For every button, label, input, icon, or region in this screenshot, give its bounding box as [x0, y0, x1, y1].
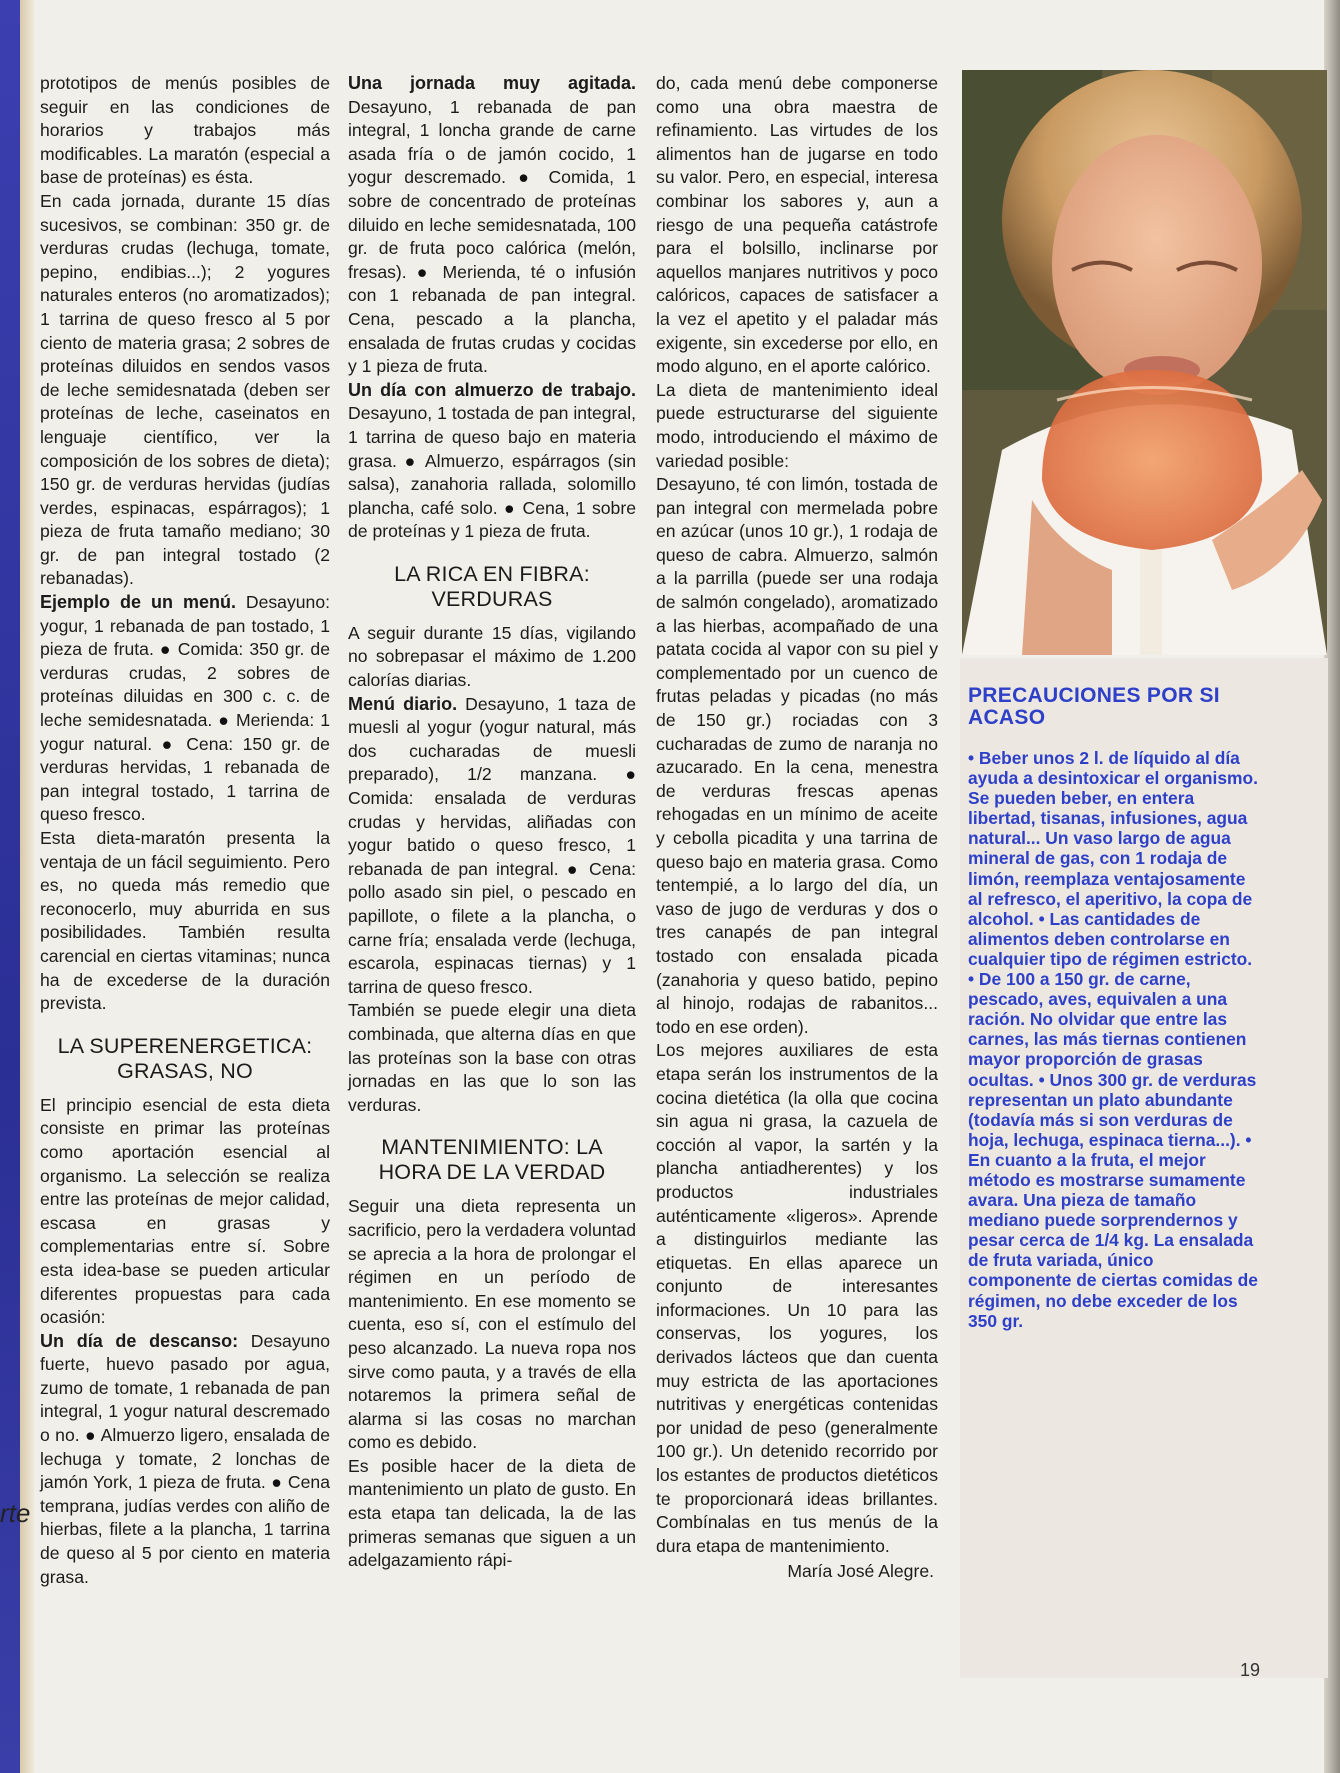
section-heading: LA RICA EN FIBRA: VERDURAS — [394, 561, 590, 611]
photo-illustration — [962, 70, 1327, 655]
bullet-icon: ● — [271, 1472, 283, 1493]
page-number: 19 — [1240, 1660, 1261, 1680]
column-3 — [656, 72, 938, 1584]
paragraph: Los mejores auxiliares de esta etapa serán los instrumentos de la cocina dietética (la olla que cocina sin agua ni grasa, la cazuela de cocción al vapor, la sartén y la plancha antiadherentes) y los productos industriales auténticamente «ligeros». Aprende a distinguirlos mediante las etiquetas. En ellas aparece un conjunto de interesantes informaciones. Un 10 para las conservas, los yogures, los derivados lácteos que dan cuenta muy estricta de las aportaciones nutritivas y energéticas contenidas por unidad de peso (generalmente 100 gr.). Un detenido recorrido por los estantes de productos dietéticos te proporcionará ideas brillantes. Combínalas en tus menús de la dura etapa de mantenimiento. — [656, 1040, 938, 1556]
paragraph: Menú diario. Desayuno, 1 taza de muesli al yogur (yogur natural, más dos cucharadas de muesli preparado), 1/2 manzana. ● Comida: ensalada de verduras crudas y hervidas, aliñadas con yogur batido o queso fresco, 1 rebanada de pan integral. ● Cena: pollo asado sin piel, o pescado en papillote, o filete a la plancha, o carne fría; ensalada verde (lechuga, escarola, espinacas tiernas) y 1 tarrina de queso fresco. — [348, 693, 636, 997]
column-2 — [348, 72, 636, 1573]
section-heading: LA SUPERENERGETICA: GRASAS, NO — [57, 1033, 313, 1083]
bullet-icon: ● — [159, 639, 172, 660]
paragraph: do, cada menú debe componerse como una obra maestra de refinamiento. Las virtudes de los alimentos han de jugarse en todo su valor. Pero, en especial, interesa combinar los sabores y, aun a riesgo de una pequeña catástrofe para el bolsillo, inclinarse por aquellos manjares nutritivos y poco calóricos, capaces de satisfacer a la vez el apetito y el paladar más exigente, sin excederse por ello, en modo alguno, en el aporte calórico. — [656, 73, 938, 377]
adjacent-page-fragment: rte — [0, 1498, 31, 1528]
bullet-icon: ● — [161, 733, 177, 754]
paragraph: Desayuno, té con limón, tostada de pan integral con mermelada pobre en azúcar (unos 10 gr.), 1 rodaja de queso de cabra. Almuerzo, salmón a la parrilla (puede ser una rodaja de salmón congelado), aromatizado a las hierbas, acompañado de una patata cocida al vapor con su piel y complementado por un cuenco de frutas peladas y picadas (no más de 150 gr.) rociadas con 3 cucharadas de zumo de naranja no azucarado. En la cena, menestra de verduras frescas apenas rehogadas en un mínimo de aceite y cebolla picadita y una tarrina de queso bajo en materia grasa. Como tentempié, a lo largo del día, un vaso de jugo de verduras y dos o tres canapés de pan integral tostado con ensalada picada (zanahoria y queso batido, pepino al hinojo, rodajas de rabanitos... todo en ese orden). — [656, 474, 938, 1037]
bullet-icon: ● — [566, 858, 581, 879]
bullet-icon: ● — [218, 710, 230, 731]
paragraph: A seguir durante 15 días, vigilando no sobrepasar el máximo de 1.200 calorías diarias. — [348, 622, 636, 691]
bullet-icon: • — [1038, 1069, 1045, 1090]
lead-in: Ejemplo de un menú. — [40, 592, 236, 613]
bullet-icon: ● — [85, 1425, 97, 1446]
bullet-icon: • — [1245, 1129, 1252, 1150]
photo-woman-drinking-juice — [962, 70, 1327, 655]
paragraph: El principio esencial de esta dieta consiste en primar las proteínas como aportación esencial al organismo. La selección se realiza entre las proteínas de mejor calidad, escasa en grasas y complementarias entre sí. Sobre esta idea-base se pueden articular diferentes propuestas para cada ocasión: — [40, 1094, 330, 1328]
bullet-icon: ● — [518, 167, 537, 188]
bullet-icon: ● — [416, 261, 433, 282]
lead-in: Un día con almuerzo de trabajo. — [348, 379, 636, 400]
bullet-icon: ● — [625, 764, 636, 785]
paragraph: prototipos de menús posibles de seguir en las condiciones de horarios y trabajos más modificables. La maratón (especial a base de proteínas) es ésta. — [40, 73, 330, 188]
bullet-icon: • — [1038, 908, 1045, 929]
sidebar-text: • Beber unos 2 l. de líquido al día ayuda a desintoxicar el organismo. Se pueden beber, en entera libertad, tisanas, infusiones, agua natural... Un vaso largo de agua mineral de gas, con 1 rodaja de limón, reemplaza ventajosamente al refresco, el aperitivo, la copa de alcohol. • Las cantidades de alimentos deben controlarse en cualquier tipo de régimen estricto. • De 100 a 150 gr. de carne, pescado, aves, equivalen a una ración. No olvidar que entre las carnes, las más tiernas contienen mayor proporción de grasas ocultas. • Unos 300 gr. de verduras representan un plato abundante (todavía más si son verduras de hoja, lechuga, espinaca tierna...). • En cuanto a la fruta, el mejor método es mostrarse sumamente avara. Una pieza de tamaño mediano puede sorprendernos y pesar cerca de 1/4 kg. La ensalada de fruta variada, único componente de ciertas comidas de régimen, no debe exceder de los 350 gr. — [968, 748, 1258, 1331]
paragraph: Un día con almuerzo de trabajo. Desayuno, 1 tostada de pan integral, 1 tarrina de queso bajo en materia grasa. ● Almuerzo, espárragos (sin salsa), zanahoria rallada, solomillo plancha, café solo. ● Cena, 1 sobre de proteínas y 1 pieza de fruta. — [348, 379, 636, 542]
paragraph: Una jornada muy agitada. Desayuno, 1 rebanada de pan integral, 1 loncha grande de carne asada fría o de jamón cocido, 1 yogur descremado. ● Comida, 1 sobre de concentrado de proteínas diluido en leche semidesnatada, 100 gr. de fruta poco calórica (melón, fresas). ● Merienda, té o infusión con 1 rebanada de pan integral. Cena, pescado a la plancha, ensalada de frutas crudas y cocidas y 1 pieza de fruta. — [348, 73, 636, 377]
paragraph: En cada jornada, durante 15 días sucesivos, se combinan: 350 gr. de verduras crudas (lechuga, tomate, pepino, endibias...); 2 yogures naturales enteros (no aromatizados); 1 tarrina de queso fresco al 5 por ciento de materia grasa; 2 sobres de proteínas diluidos en sendos vasos de leche semidesnatada (deben ser proteínas de leche, caseinatos en lenguaje científico, ver la composición de los sobres de dieta); 150 gr. de verduras hervidas (judías verdes, espinacas, espárragos); 1 pieza de fruta tamaño mediano; 30 gr. de pan integral tostado (2 rebanadas). — [40, 190, 330, 589]
section-heading: MANTENIMIENTO: LA HORA DE LA VERDAD — [378, 1135, 606, 1185]
sidebar-title: PRECAUCIONES POR SI ACASO — [968, 684, 1220, 729]
bullet-icon: ● — [504, 497, 517, 518]
paragraph: También se puede elegir una dieta combinada, que alterna días en que las proteínas son la base con otras jornadas en las que lo son las verduras. — [348, 1000, 636, 1115]
paragraph: Un día de descanso: Desayuno fuerte, huevo pasado por agua, zumo de tomate, 1 rebanada de pan integral, 1 yogur natural descremado o no. ● Almuerzo ligero, ensalada de lechuga y tomate, 2 lonchas de jamón York, 1 pieza de fruta. ● Cena temprana, judías verdes con aliño de hierbas, filete a la plancha, 1 tarrina de queso al 5 por ciento en materia grasa. — [40, 1330, 330, 1587]
lead-in: Una jornada muy agitada. — [348, 73, 636, 93]
lead-in: Un día de descanso: — [40, 1330, 239, 1351]
paragraph: La dieta de mantenimiento ideal puede estructurarse del siguiente modo, introduciendo el máximo de variedad posible: — [656, 379, 938, 471]
paragraph: Ejemplo de un menú. Desayuno: yogur, 1 rebanada de pan tostado, 1 pieza de fruta. ● Comida: 350 gr. de verduras crudas, 2 sobres de proteínas diluidas en 300 c. c. de leche semidesnatada. ● Merienda: 1 yogur natural. ● Cena: 150 gr. de verduras hervidas, 1 rebanada de pan integral tostado, 1 tarrina de queso fresco. — [40, 592, 330, 825]
bullet-icon: • — [968, 969, 975, 990]
lead-in: Menú diario. — [348, 693, 458, 714]
paragraph: Seguir una dieta representa un sacrificio, pero la verdadera voluntad se aprecia a la hora de prolongar el régimen en un período de mantenimiento. En ese momento se cuenta, eso sí, con el estímulo del peso alcanzado. La nueva ropa nos sirve como pauta, y a través de ella notaremos la primera señal de alarma si las cosas no marchan como es debido. — [348, 1196, 636, 1453]
bullet-icon: • — [968, 748, 975, 768]
column-1 — [40, 72, 330, 1589]
paragraph: Es posible hacer de la dieta de mantenimiento un plato de gusto. En esta etapa tan delicada, la de las primeras semanas que siguen a un adelgazamiento rápi- — [348, 1455, 636, 1571]
paragraph: Esta dieta-maratón presenta la ventaja de un fácil seguimiento. Pero es, no queda más remedio que reconocerlo, muy aburrida en sus posibilidades. También resulta carencial en ciertas vitaminas; nunca ha de excederse de la duración prevista. — [40, 828, 330, 1014]
author-signature: María José Alegre. — [787, 1561, 934, 1582]
bullet-icon: ● — [404, 450, 419, 471]
